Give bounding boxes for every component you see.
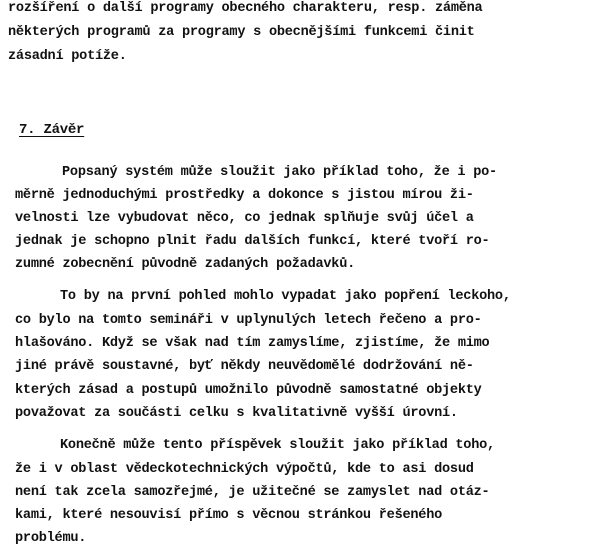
paragraph-3-line: problému. <box>15 531 87 546</box>
intro-line: zásadní potíže. <box>8 49 127 64</box>
paragraph-2-line: co bylo na tomto semináři v uplynulých letech řečeno a pro- <box>15 313 482 328</box>
intro-line: některých programů za programy s obecnějšími funkcemi činit <box>8 25 475 40</box>
paragraph-2-line: To by na první pohled mohlo vypadat jako popření leckoho, <box>60 289 511 304</box>
paragraph-1-line: Popsaný systém může sloužit jako příklad toho, že i po- <box>62 165 497 180</box>
paragraph-2-line: jiné právě soustavné, byť někdy neuvědomělé dodržování ně- <box>15 359 474 374</box>
paragraph-3-line: že i v oblast vědeckotechnických výpočtů, kde to asi dosud <box>15 462 474 477</box>
paragraph-2-line: považovat za součásti celku s kvalitativně vyšší úrovní. <box>15 406 458 421</box>
paragraph-1-line: velnosti lze vybudovat něco, co jednak splňuje svůj účel a <box>15 211 474 226</box>
paragraph-2-line: hlašováno. Když se však nad tím zamyslíme, zjistíme, že mimo <box>15 336 490 351</box>
paragraph-1-line: měrně jednoduchými prostředky a dokonce s jistou mírou ži- <box>15 188 474 203</box>
paragraph-3-line: není tak zcela samozřejmé, je užitečné se zamyslet nad otáz- <box>15 485 490 500</box>
paragraph-3-line: Konečně může tento příspěvek sloužit jako příklad toho, <box>60 438 495 453</box>
paragraph-1-line: zumné zobecnění původně zadaných požadavků. <box>15 257 356 272</box>
paragraph-1-line: jednak je schopno plnit řadu dalších funkcí, které tvoří ro- <box>15 234 490 249</box>
paragraph-2-line: kterých zásad a postupů umožnilo původně samostatné objekty <box>15 383 482 398</box>
section-heading: 7. Závěr <box>19 122 85 138</box>
paragraph-3-line: kami, které nesouvisí přímo s věcnou stránkou řešeného <box>15 508 443 523</box>
intro-line: rozšíření o další programy obecného charakteru, resp. záměna <box>8 1 483 16</box>
